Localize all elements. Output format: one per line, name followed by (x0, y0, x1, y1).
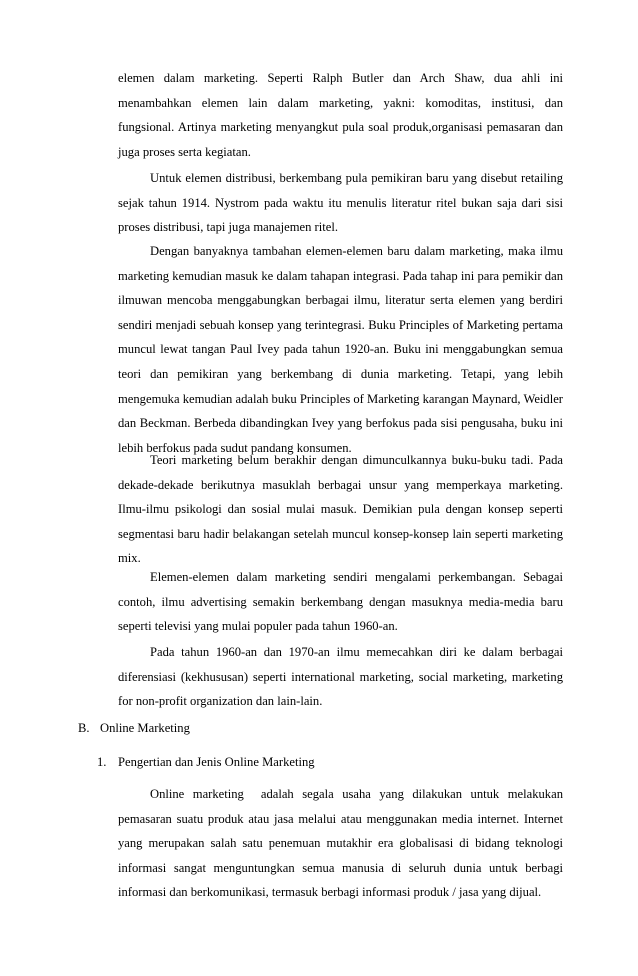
paragraph-retailing: Untuk elemen distribusi, berkembang pula pemikiran baru yang disebut retailing sejak tahun 1914. Nystrom pada waktu itu menulis literatur ritel bukan saja dari sisi proses distribusi, tapi juga manajemen ritel. (118, 171, 563, 235)
section-title: Online Marketing (100, 721, 190, 735)
paragraph-marketing-elements: elemen dalam marketing. Seperti Ralph Butler dan Arch Shaw, dua ahli ini menambahkan elemen lain dalam marketing, yakni: komoditas, institusi, dan fungsional. Artinya marketing menyangkut pula soal produk,organisasi pemasaran dan juga proses serta kegiatan. (118, 71, 563, 159)
subsection-number: 1. (97, 755, 107, 769)
paragraph-online-marketing-definition: Online marketing adalah segala usaha yang dilakukan untuk melakukan pemasaran suatu produk atau jasa melalui atau menggunakan media internet. Internet yang merupakan salah satu penemuan mutakhir era globalisasi di bidang teknologi informasi sangat menguntungkan semua manusia di seluruh dunia untuk berbagi informasi dan berkomunikasi, termasuk berbagi informasi produk / jasa yang dijual. (118, 787, 567, 900)
paragraph-integration: Dengan banyaknya tambahan elemen-elemen baru dalam marketing, maka ilmu marketing kemudian masuk ke dalam tahapan integrasi. Pada tahap ini para pemikir dan ilmuwan mencoba menggabungkan berbagai ilmu, literatur serta elemen yang berdiri sendiri menjadi sebuah konsep yang terintegrasi. Buku Principles of Marketing pertama muncul lewat tangan Paul Ivey pada tahun 1920-an. Buku ini menggabungkan semua teori dan pemikiran yang berkembang di dunia marketing. Tetapi, yang lebih mengemuka kemudian adalah buku Principles of Marketing karangan Maynard, Weidler dan Beckman. Berbeda dibandingkan Ivey yang berfokus pada sisi pengusaha, buku ini lebih berfokus pada sudut pandang konsumen. (118, 244, 563, 455)
paragraph-theory-development: Teori marketing belum berakhir dengan dimunculkannya buku-buku tadi. Pada dekade-dekade berikutnya masuklah berbagai unsur yang memperkaya marketing. Ilmu-ilmu psikologi dan sosial mulai masuk. Demikian pula dengan konsep seperti segmentasi baru hadir belakangan setelah muncul konsep-konsep lain seperti marketing mix. (118, 453, 563, 566)
paragraph-differentiation: Pada tahun 1960-an dan 1970-an ilmu memecahkan diri ke dalam berbagai diferensiasi (kekhususan) seperti international marketing, social marketing, marketing for non-profit organization dan lain-lain. (118, 645, 563, 709)
section-heading-b (78, 716, 190, 741)
paragraph-advertising: Elemen-elemen dalam marketing sendiri mengalami perkembangan. Sebagai contoh, ilmu advertising semakin berkembang dengan masuknya media-media baru seperti televisi yang mulai populer pada tahun 1960-an. (118, 570, 563, 634)
subsection-heading-1 (97, 750, 315, 775)
subsection-title: Pengertian dan Jenis Online Marketing (118, 755, 315, 769)
section-number: B. (78, 721, 90, 735)
